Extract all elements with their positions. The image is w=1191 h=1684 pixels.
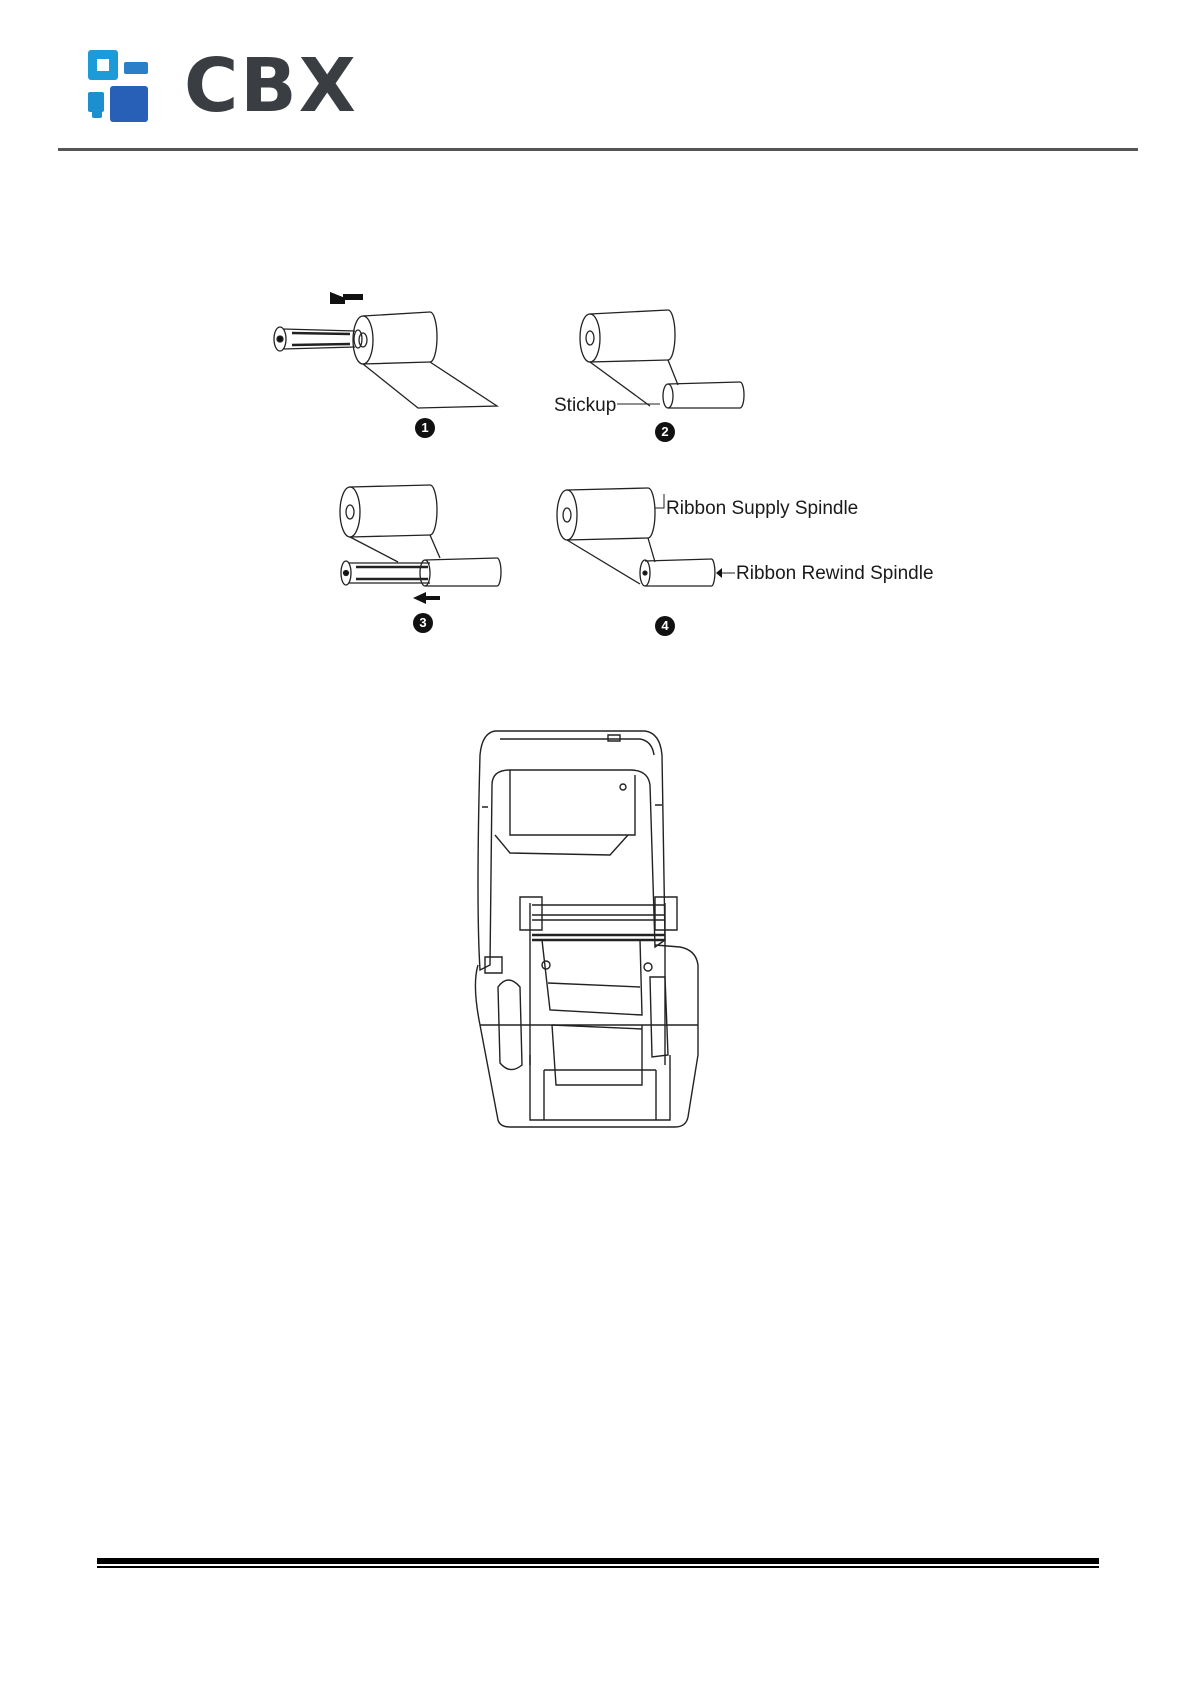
printer-open-cover-icon	[470, 725, 720, 1130]
step-number-2: 2	[655, 422, 675, 442]
footer-divider-thick	[97, 1558, 1099, 1564]
step-number-1: 1	[415, 418, 435, 438]
footer-divider-thin	[97, 1566, 1099, 1568]
step-number-4: 4	[655, 616, 675, 636]
callout-ribbon-supply-spindle: Ribbon Supply Spindle	[666, 498, 859, 519]
step-3-drawing	[340, 485, 501, 604]
step-number-3: 3	[413, 613, 433, 633]
callout-ribbon-rewind-spindle: Ribbon Rewind Spindle	[736, 563, 934, 584]
step-1-drawing	[274, 292, 497, 408]
brand-wordmark: CBX	[184, 43, 358, 129]
callout-stickup: Stickup	[554, 395, 617, 416]
ribbon-steps-illustration	[0, 0, 1191, 660]
step-2-drawing	[580, 310, 744, 408]
